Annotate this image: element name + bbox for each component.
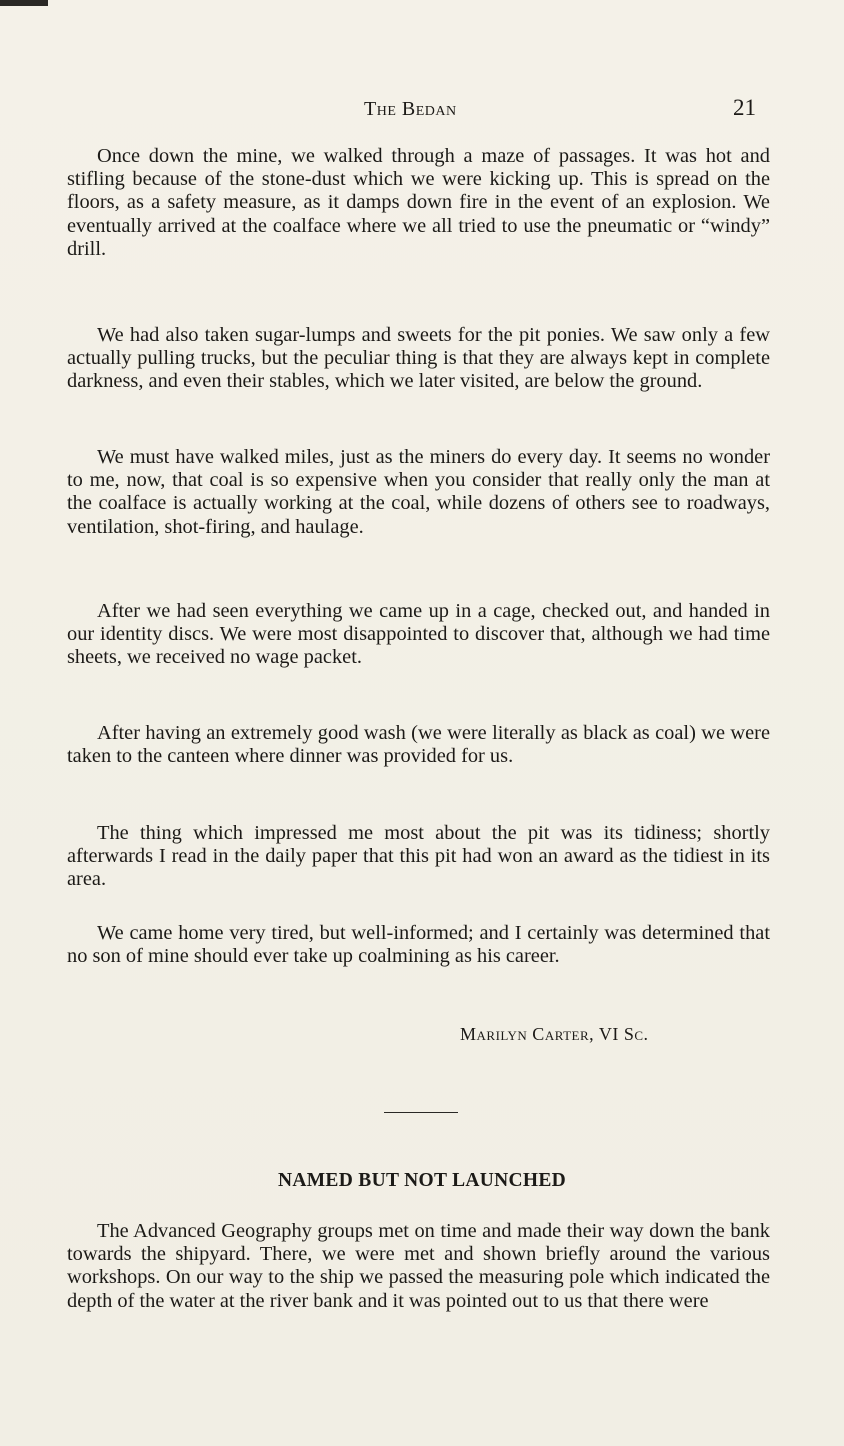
paragraph: [67, 1220, 770, 1313]
paragraph-text: The thing which impressed me most about the pit was its tidiness; shortly afterwards I read in the daily paper that this pit had won an award as the tidiest in its area.: [67, 822, 770, 891]
paragraph: [67, 922, 770, 968]
scan-edge-mark: [0, 0, 48, 6]
paragraph-text: We must have walked miles, just as the miners do every day. It seems no wonder to me, now, that coal is so expensive when you consider that really only the man at the coalface is actually working at the coal, while dozens of others see to roadways, ventilation, shot-firing, and haulage.: [67, 446, 770, 538]
paragraph: [67, 324, 770, 394]
page-number: 21: [733, 95, 756, 120]
paragraph-text: The Advanced Geography groups met on time and made their way down the bank towards the shipyard. There, we were met and shown briefly around the various workshops. On our way to the ship we passed the measuring pole which indicated the depth of the water at the river bank and it was pointed out to us that there were: [67, 1220, 770, 1312]
page-header: [0, 95, 844, 128]
paragraph: [67, 145, 770, 261]
author-signature: Marilyn Carter, VI Sc.: [460, 1024, 649, 1044]
paragraph-text: We came home very tired, but well-informed; and I certainly was determined that no son of mine should ever take up coalmining as his career.: [67, 922, 770, 968]
paragraph: [67, 822, 770, 892]
paragraph-text: We had also taken sugar-lumps and sweets for the pit ponies. We saw only a few actually pulling trucks, but the peculiar thing is that they are always kept in complete darkness, and even their stables, which we later visited, are below the ground.: [67, 324, 770, 393]
paragraph-text: After we had seen everything we came up in a cage, checked out, and handed in our identity discs. We were most disappointed to discover that, although we had time sheets, we received no wage packet.: [67, 600, 770, 669]
paragraph-text: Once down the mine, we walked through a maze of passages. It was hot and stifling because of the stone-dust which we were kicking up. This is spread on the floors, as a safety measure, as it damps down fire in the event of an explosion. We eventually arrived at the coalface where we all tried to use the pneumatic or “windy” drill.: [67, 145, 770, 260]
paragraph: [67, 446, 770, 539]
paragraph: [67, 600, 770, 670]
running-title: The Bedan: [364, 98, 457, 120]
section-divider: [384, 1112, 458, 1113]
paragraph-text: After having an extremely good wash (we were literally as black as coal) we were taken to the canteen where dinner was provided for us.: [67, 722, 770, 768]
paragraph: [67, 722, 770, 768]
article-heading: NAMED BUT NOT LAUNCHED: [277, 1170, 567, 1191]
